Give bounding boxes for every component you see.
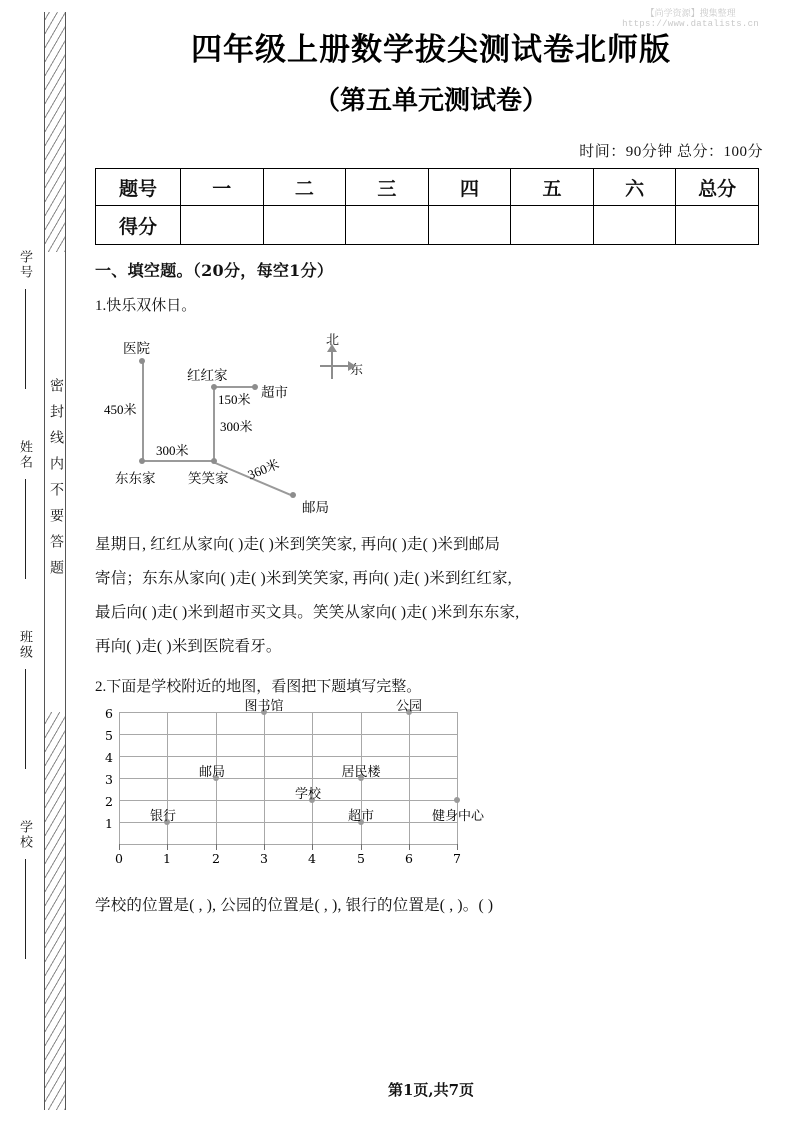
section-heading-1: 一、填空题。（20分，每空1分） bbox=[95, 261, 334, 280]
xtick-label-6: 6 bbox=[405, 851, 413, 866]
place-label-honghong: 红红家 bbox=[187, 368, 228, 383]
gridline-h-3 bbox=[119, 778, 457, 779]
ytick-label-3: 3 bbox=[105, 772, 113, 787]
question-1-text-line-3: 最后向( )走( )米到超市买文具。笑笑从家向( )走( )米到东东家, bbox=[95, 604, 520, 621]
compass-east-label: 东 bbox=[350, 362, 364, 377]
score-cell-5[interactable] bbox=[511, 206, 594, 245]
table-row bbox=[96, 169, 759, 206]
point-label-residential: 居民楼 bbox=[341, 764, 381, 779]
distance-label-dongdong-xiaoxiao: 300米 bbox=[156, 443, 189, 458]
node-dongdong bbox=[139, 458, 145, 464]
question-1-text-line-1: 星期日, 红红从家向( )走( )米到笑笑家, 再向( )走( )米到邮局 bbox=[95, 536, 501, 553]
page-content bbox=[95, 0, 767, 1122]
figure-coordinate-grid bbox=[101, 698, 485, 879]
score-table-col-5: 五 bbox=[511, 169, 594, 206]
write-line bbox=[25, 859, 26, 959]
point-label-gym: 健身中心 bbox=[431, 808, 485, 823]
gridline-v-0 bbox=[119, 712, 120, 844]
compass-east-arrow-icon bbox=[348, 361, 356, 371]
node-hospital bbox=[139, 358, 145, 364]
binding-sidebar bbox=[8, 0, 70, 1122]
question-1-prompt: 1.快乐双休日。 bbox=[95, 298, 197, 314]
compass-north-arrow-icon bbox=[327, 344, 337, 352]
gridline-h-0 bbox=[119, 844, 457, 845]
gridline-v-6 bbox=[409, 712, 410, 844]
place-label-supermarket: 超市 bbox=[261, 385, 288, 400]
score-cell-2[interactable] bbox=[263, 206, 346, 245]
write-line bbox=[25, 289, 26, 389]
watermark-source: 【尚学资源】搜集整理 bbox=[645, 8, 736, 18]
place-label-dongdong: 东东家 bbox=[115, 471, 156, 486]
xtick-label-4: 4 bbox=[308, 851, 316, 866]
xtick-label-0: 0 bbox=[115, 851, 123, 866]
figure-neighbourhood-map bbox=[100, 321, 400, 516]
student-field-xuehao bbox=[12, 250, 38, 389]
distance-label-xiaoxiao-postoffice: 360米 bbox=[245, 456, 282, 483]
distance-label-honghong-supermarket: 150米 bbox=[218, 392, 251, 407]
point-label-library: 图书馆 bbox=[244, 698, 284, 713]
page-subtitle: （第五单元测试卷） bbox=[313, 86, 548, 116]
point-label-supermarket: 超市 bbox=[347, 808, 375, 823]
compass-rose-icon bbox=[310, 329, 382, 389]
student-field-label: 学号 bbox=[18, 250, 33, 280]
question-1-text-line-2: 寄信；东东从家向( )走( )米到笑笑家, 再向( )走( )米到红红家, bbox=[95, 570, 512, 587]
xtick-7 bbox=[457, 844, 458, 850]
xtick-label-1: 1 bbox=[163, 851, 171, 866]
ytick-label-6: 6 bbox=[105, 706, 113, 721]
place-label-hospital: 医院 bbox=[123, 341, 150, 356]
compass-horizontal-stem bbox=[320, 365, 350, 367]
page-footer: 第1页,共7页 bbox=[387, 1081, 475, 1099]
xtick-2 bbox=[216, 844, 217, 850]
xtick-1 bbox=[167, 844, 168, 850]
question-2-prompt: 2.下面是学校附近的地图，看图把下题填写完整。 bbox=[95, 679, 422, 695]
xtick-label-3: 3 bbox=[260, 851, 268, 866]
seal-hatch-top bbox=[45, 12, 65, 252]
score-table-col-total: 总分 bbox=[676, 169, 759, 206]
table-row bbox=[96, 206, 759, 245]
score-cell-6[interactable] bbox=[593, 206, 676, 245]
place-label-xiaoxiao: 笑笑家 bbox=[188, 471, 229, 486]
gridline-h-2 bbox=[119, 800, 457, 801]
score-table-row-label: 得分 bbox=[96, 206, 181, 245]
watermark-url: https://www.datalists.cn bbox=[622, 19, 759, 29]
score-table-col-2: 二 bbox=[263, 169, 346, 206]
xtick-4 bbox=[312, 844, 313, 850]
score-cell-4[interactable] bbox=[428, 206, 511, 245]
node-honghong bbox=[211, 384, 217, 390]
point-gym bbox=[454, 797, 460, 803]
edge-honghong-supermarket bbox=[213, 386, 255, 388]
compass-north-label: 北 bbox=[326, 332, 340, 347]
compass-vertical-stem bbox=[331, 349, 333, 379]
point-label-post-office: 邮局 bbox=[198, 764, 226, 779]
xtick-label-7: 7 bbox=[453, 851, 461, 866]
ytick-label-4: 4 bbox=[105, 750, 113, 765]
student-field-banji bbox=[12, 630, 38, 769]
xtick-6 bbox=[409, 844, 410, 850]
distance-label-xiaoxiao-honghong: 300米 bbox=[220, 419, 253, 434]
score-cell-total[interactable] bbox=[676, 206, 759, 245]
gridline-v-4 bbox=[312, 712, 313, 844]
score-table-col-6: 六 bbox=[593, 169, 676, 206]
score-table-col-1: 一 bbox=[181, 169, 264, 206]
gridline-h-4 bbox=[119, 756, 457, 757]
question-1-text-line-4: 再向( )走( )米到医院看牙。 bbox=[95, 638, 282, 655]
question-2-text-line-1: 学校的位置是( , ), 公园的位置是( , ), 银行的位置是( , )。( ) bbox=[95, 897, 494, 914]
edge-hospital-dongdong bbox=[142, 361, 144, 461]
point-label-bank: 银行 bbox=[149, 808, 177, 823]
student-field-xuexiao bbox=[12, 820, 38, 959]
score-cell-3[interactable] bbox=[346, 206, 429, 245]
edge-dongdong-xiaoxiao bbox=[142, 460, 214, 462]
place-label-postoffice: 邮局 bbox=[302, 500, 329, 515]
score-table-row-label: 题号 bbox=[96, 169, 181, 206]
gridline-v-7 bbox=[457, 712, 458, 844]
watermark bbox=[622, 8, 759, 30]
student-field-label: 学校 bbox=[18, 820, 33, 850]
student-field-label: 姓名 bbox=[18, 440, 33, 470]
write-line bbox=[25, 669, 26, 769]
ytick-label-1: 1 bbox=[105, 816, 113, 831]
distance-label-hospital-dongdong: 450米 bbox=[104, 402, 137, 417]
score-table-col-3: 三 bbox=[346, 169, 429, 206]
seal-line-text: 密封线内不要答题 bbox=[48, 378, 63, 586]
point-label-school: 学校 bbox=[294, 786, 322, 801]
page-title: 四年级上册数学拔尖测试卷北师版 bbox=[191, 32, 671, 68]
node-xiaoxiao bbox=[211, 458, 217, 464]
seal-line-column bbox=[44, 12, 66, 1110]
point-label-park: 公园 bbox=[395, 698, 423, 713]
gridline-v-3 bbox=[264, 712, 265, 844]
ytick-label-2: 2 bbox=[105, 794, 113, 809]
student-field-label: 班级 bbox=[18, 630, 33, 660]
xtick-3 bbox=[264, 844, 265, 850]
ytick-label-5: 5 bbox=[105, 728, 113, 743]
node-postoffice bbox=[290, 492, 296, 498]
gridline-h-5 bbox=[119, 734, 457, 735]
student-info-column bbox=[12, 250, 38, 970]
exam-meta: 时间：90分钟 总分：100分 bbox=[579, 144, 763, 160]
score-table-col-4: 四 bbox=[428, 169, 511, 206]
score-table bbox=[95, 168, 759, 245]
edge-xiaoxiao-honghong bbox=[213, 387, 215, 461]
xtick-label-5: 5 bbox=[357, 851, 365, 866]
xtick-label-2: 2 bbox=[212, 851, 220, 866]
seal-hatch-bottom bbox=[45, 712, 65, 1110]
write-line bbox=[25, 479, 26, 579]
score-cell-1[interactable] bbox=[181, 206, 264, 245]
node-supermarket bbox=[252, 384, 258, 390]
xtick-5 bbox=[361, 844, 362, 850]
xtick-0 bbox=[119, 844, 120, 850]
student-field-xingming bbox=[12, 440, 38, 579]
